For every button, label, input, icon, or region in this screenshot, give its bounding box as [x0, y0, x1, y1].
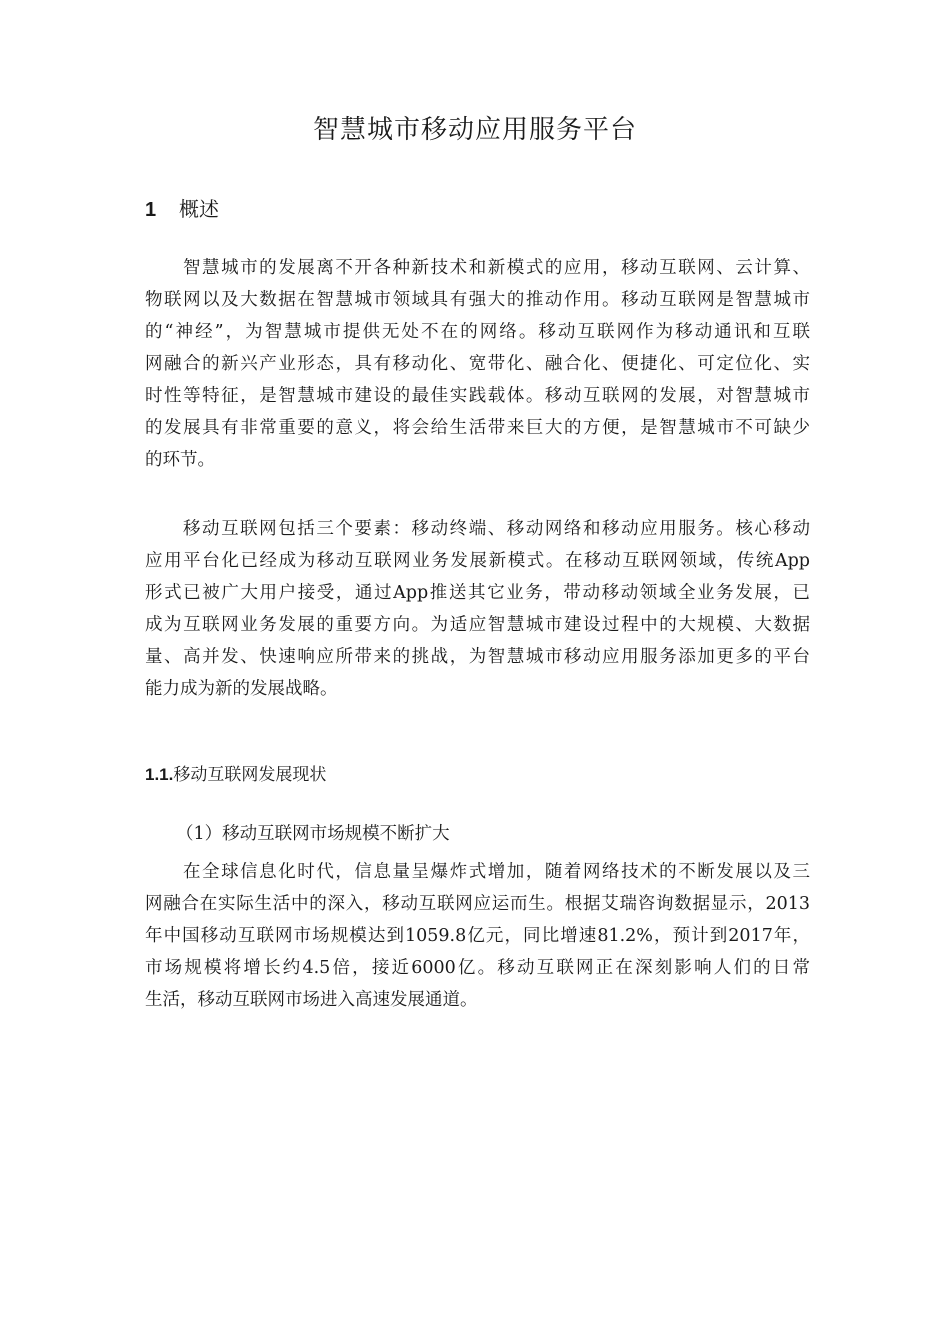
paragraph-line: 的环节。 [145, 450, 215, 470]
paragraph-line: 成为互联网业务发展的重要方向。为适应智慧城市建设过程中的大规模、大数据 [145, 615, 810, 635]
paragraph-line: 能力成为新的发展战略。 [145, 679, 338, 699]
list-heading-market-scale: （1）移动互联网市场规模不断扩大 [176, 824, 450, 844]
paragraph-line: 物联网以及大数据在智慧城市领域具有强大的推动作用。移动互联网是智慧城市 [145, 290, 810, 310]
subsection-title: 移动互联网发展现状 [173, 765, 327, 785]
document-title: 智慧城市移动应用服务平台 [312, 115, 637, 145]
paragraph-line: 的“神经”，为智慧城市提供无处不在的网络。移动互联网作为移动通讯和互联 [145, 322, 810, 342]
subsection-heading-status [145, 762, 326, 788]
paragraph-line: 形式已被广大用户接受，通过App推送其它业务，带动移动领域全业务发展，已 [145, 583, 810, 603]
subsection-number: 1.1. [145, 765, 174, 784]
section-title: 概述 [179, 197, 219, 221]
paragraph-line: 移动互联网包括三个要素：移动终端、移动网络和移动应用服务。核心移动 [183, 519, 810, 539]
paragraph-line: 时性等特征，是智慧城市建设的最佳实践载体。移动互联网的发展，对智慧城市 [145, 386, 810, 406]
paragraph-line: 年中国移动互联网市场规模达到1059.8亿元，同比增速81.2%，预计到2017年， [145, 926, 810, 946]
paragraph-elements [145, 513, 810, 705]
paragraph-market [145, 856, 810, 1016]
section-heading-overview [145, 194, 219, 225]
paragraph-intro [145, 252, 810, 476]
paragraph-line: 的发展具有非常重要的意义，将会给生活带来巨大的方便，是智慧城市不可缺少 [145, 418, 810, 438]
paragraph-line: 网融合的新兴产业形态，具有移动化、宽带化、融合化、便捷化、可定位化、实 [145, 354, 810, 374]
paragraph-line: 量、高并发、快速响应所带来的挑战，为智慧城市移动应用服务添加更多的平台 [145, 647, 810, 667]
paragraph-line: 生活，移动互联网市场进入高速发展通道。 [145, 990, 478, 1010]
section-number: 1 [145, 199, 157, 221]
paragraph-line: 网融合在实际生活中的深入，移动互联网应运而生。根据艾瑞咨询数据显示，2013 [145, 894, 810, 914]
paragraph-line: 市场规模将增长约4.5倍，接近6000亿。移动互联网正在深刻影响人们的日常 [145, 958, 810, 978]
paragraph-line: 应用平台化已经成为移动互联网业务发展新模式。在移动互联网领域，传统App [145, 551, 810, 571]
paragraph-line: 在全球信息化时代，信息量呈爆炸式增加，随着网络技术的不断发展以及三 [183, 862, 810, 882]
paragraph-line: 智慧城市的发展离不开各种新技术和新模式的应用，移动互联网、云计算、 [183, 258, 810, 278]
